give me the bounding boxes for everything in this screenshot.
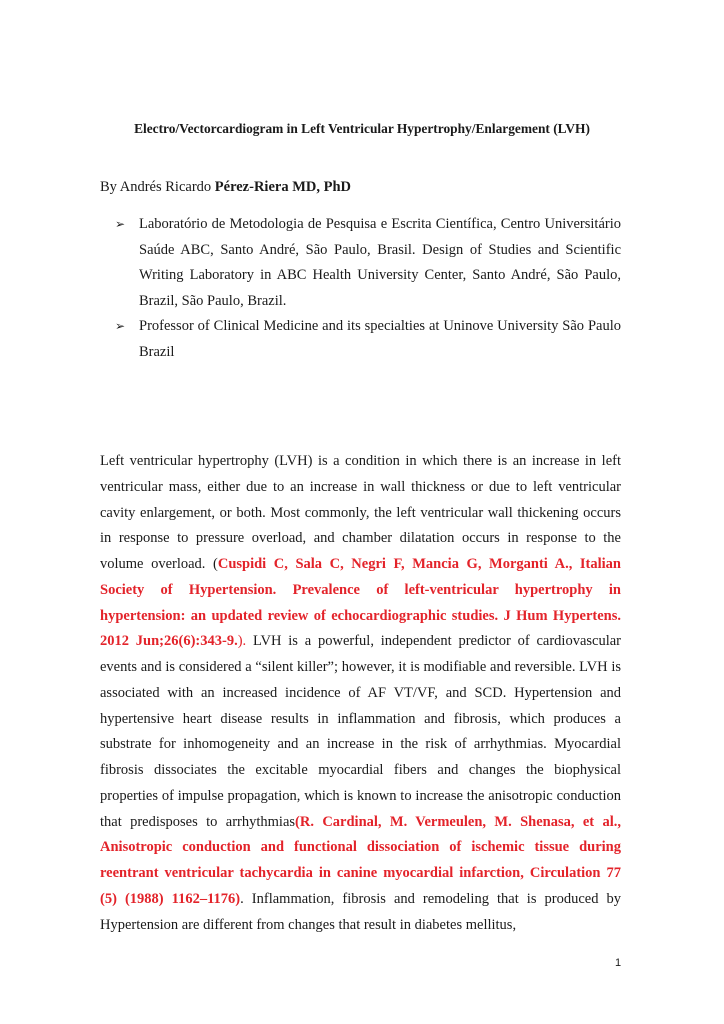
body-text: . Inflammation, fibrosis and remodeling that is produced by Hypertension are different from changes that result in diabetes mellitus,: [100, 890, 621, 933]
byline-prefix: By Andrés Ricardo: [100, 179, 215, 195]
document-title: Electro/Vectorcardiogram in Left Ventricular Hypertrophy/Enlargement (LVH): [134, 121, 590, 136]
affiliation-text: Laboratório de Metodologia de Pesquisa e Escrita Científica, Centro Universitário Saúde ABC, Santo André, São Paulo, Brasil. Design of Studies and Scientific Writing Laboratory in ABC Health University Center, Santo André, São Paulo, Brazil, São Paulo, Brazil.: [139, 216, 621, 309]
body-paragraph: [100, 449, 621, 938]
citation-close: ).: [237, 633, 247, 650]
affiliation-text: Professor of Clinical Medicine and its specialties at Uninove University São Paulo Brazil: [139, 318, 621, 360]
arrow-bullet-icon: ➢: [115, 319, 126, 334]
body-text: LVH is a powerful, independent predictor of cardiovascular events and is considered a “silent killer”; however, it is modifiable and reversible. LVH is associated with an increased incidence of AF VT/VF, and SCD. Hypertension and hypertensive heart disease results in inflammation and fibrosis, which produces a substrate for inhomogeneity and an increase in the risk of arrhythmias. Myocardial fibrosis dissociates the excitable myocardial fibers and changes the biophysical properties of impulse propagation, which is known to increase the anisotropic conduction that predisposes to arrhythmias: [100, 633, 622, 830]
citation-reference[interactable]: (R. Cardinal, M. Vermeulen, M. Shenasa, et al., Anisotropic conduction and functional dissociation of ischemic tissue during reentrant ventricular tachycardia in canine myocardial infarction, Circulation 77 (5) (1988) 1162–1176): [100, 813, 622, 907]
page-number: 1: [615, 957, 622, 969]
citation-reference[interactable]: Cuspidi C, Sala C, Negri F, Mancia G, Morganti A., Italian Society of Hypertension. Prevalence of left-ventricular hypertrophy in hypertension: an updated review of echocardiographic studies. J Hum Hypertens. 2012 Jun;26(6):343-9.: [100, 556, 621, 650]
affiliation-list: [115, 212, 621, 366]
affiliation-item: [115, 212, 621, 314]
author-byline: [100, 179, 351, 196]
arrow-bullet-icon: ➢: [115, 217, 126, 231]
affiliation-item: [115, 314, 621, 365]
author-name: Pérez-Riera MD, PhD: [214, 179, 351, 195]
body-text: Left ventricular hypertrophy (LVH) is a condition in which there is an increase in left ventricular mass, either due to an increase in wall thickness or due to left ventricular cavity enlargement, or both. Most commonly, the left ventricular wall thickening occurs in response to pressure overload, and chamber dilatation occurs in response to the volume overload. (: [100, 453, 621, 572]
